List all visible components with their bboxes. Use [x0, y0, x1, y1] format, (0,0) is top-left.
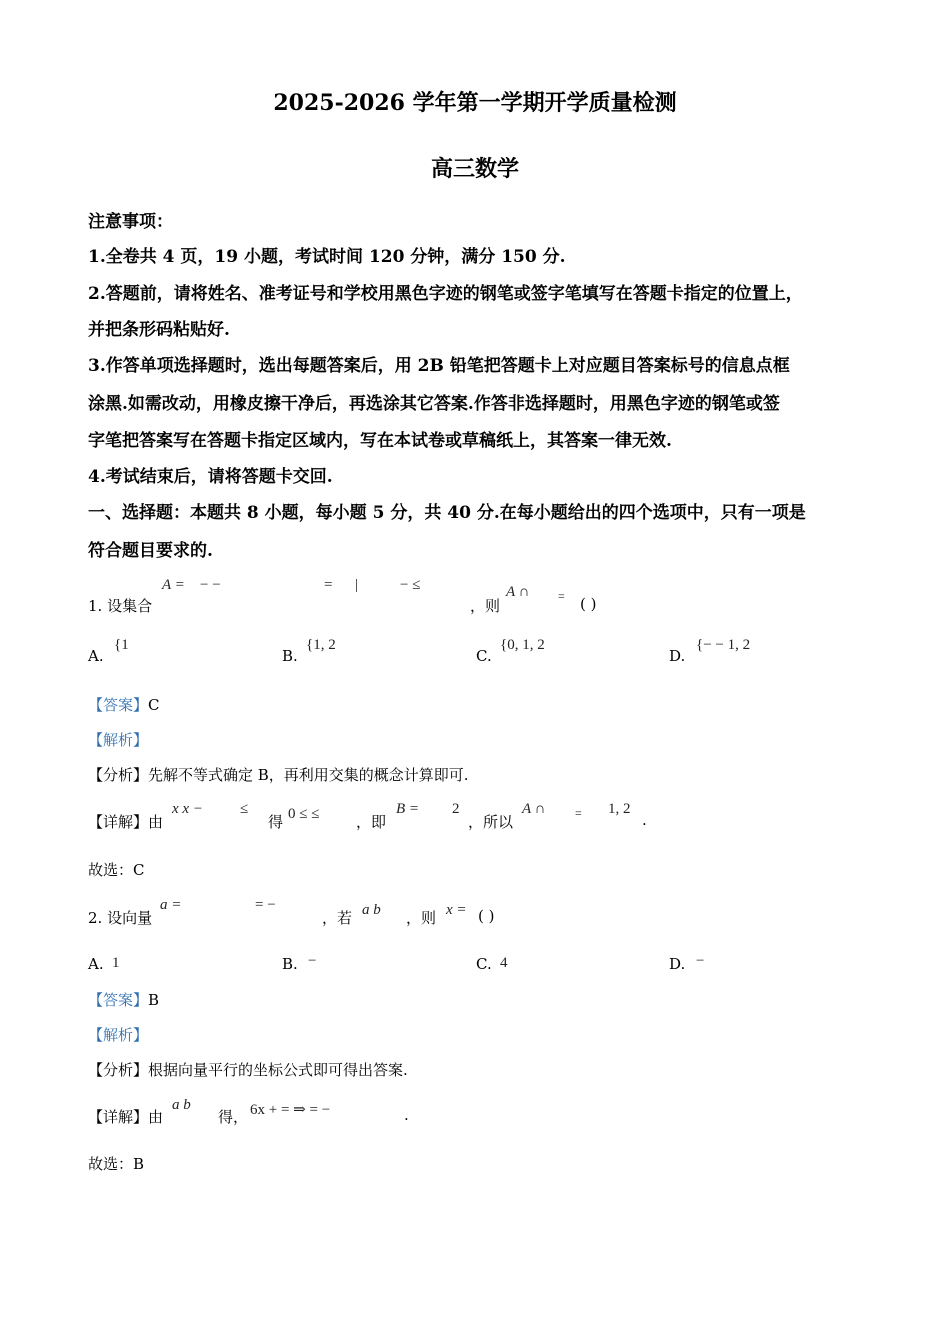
q1-math-7: =	[558, 589, 565, 603]
q1-math-5: − ≤	[400, 577, 421, 593]
q1-fenxi-text: 先解不等式确定 B，再利用交集的概念计算即可.	[148, 766, 469, 784]
q1-math-4: |	[355, 577, 359, 593]
q2-option-c-label: C.	[476, 955, 492, 973]
q1-answer-value: C	[148, 696, 160, 714]
q2-option-d-value: −	[696, 953, 705, 969]
q2-math-4: x =	[446, 902, 467, 918]
q1-detail-math-1: x x −	[172, 801, 203, 817]
q2-stem-ruo: ，若	[322, 909, 353, 927]
q1-detail-tag	[88, 811, 163, 832]
q1-paren: ( )	[580, 595, 597, 613]
q1-detail-de: 得	[268, 813, 284, 831]
q2-fenxi-tag: 【分析】	[88, 1061, 149, 1079]
q1-option-a-value: {1	[114, 637, 129, 653]
q1-math-3: =	[324, 577, 333, 593]
notice-item-1: 1.全卷共 4 页，19 小题，考试时间 120 分钟，满分 150 分.	[88, 247, 566, 267]
q1-detail-math-6: A ∩	[522, 801, 546, 817]
q1-detail-math-7: =	[575, 806, 582, 820]
q1-detail-suoyi: ，所以	[468, 813, 514, 831]
q2-math-3: a b	[362, 902, 381, 918]
q2-math-1: a =	[160, 897, 182, 913]
q2-answer-tag: 【答案】	[88, 991, 149, 1009]
q1-detail-math-8: 1, 2	[608, 801, 631, 817]
section-1-heading-line-2: 符合题目要求的.	[88, 541, 213, 561]
section-1-heading-line-1: 一、选择题：本题共 8 小题，每小题 5 分，共 40 分.在每小题给出的四个选项中，只有一项是	[88, 503, 806, 523]
q1-option-c-label: C.	[476, 647, 492, 665]
q1-math-6: A ∩	[506, 584, 530, 600]
q2-answer	[88, 989, 159, 1010]
q1-detail-period: .	[642, 811, 647, 829]
notice-item-3-line-1: 3.作答单项选择题时，选出每题答案后，用 2B 铅笔把答题卡上对应题目答案标号的信息点框	[88, 356, 790, 376]
q2-stem-ze: ，则	[406, 909, 437, 927]
q2-conclusion: 故选：B	[88, 1155, 145, 1173]
q1-option-d-label: D.	[669, 647, 686, 665]
q2-fenxi-text: 根据向量平行的坐标公式即可得出答案.	[148, 1061, 408, 1079]
notice-item-4: 4.考试结束后，请将答题卡交回.	[88, 467, 333, 487]
q2-analysis-tag: 【解析】	[88, 1026, 149, 1044]
q2-detail-you: 由	[148, 1108, 164, 1126]
page-subtitle: 高三数学	[430, 156, 519, 182]
q1-detail-math-2: ≤	[240, 801, 249, 817]
q2-detail-math-1: a b	[172, 1097, 191, 1113]
q1-fenxi	[88, 764, 469, 785]
notice-item-3-line-2: 涂黑.如需改动，用橡皮擦干净后，再选涂其它答案.作答非选择题时，用黑色字迹的钢笔或签	[88, 394, 780, 414]
q2-detail-label: 【详解】	[88, 1108, 149, 1126]
q2-answer-value: B	[148, 991, 160, 1009]
q2-detail-math-2: 6x + = ⇒ = −	[250, 1102, 331, 1118]
q1-option-a-label: A.	[88, 647, 104, 665]
notice-heading: 注意事项：	[88, 212, 173, 232]
q2-option-a-value: 1	[112, 955, 120, 971]
q2-option-c-value: 4	[500, 955, 508, 971]
q1-math-2: − −	[200, 577, 221, 593]
notice-item-2-line-1: 2.答题前，请将姓名、准考证号和学校用黑色字迹的钢笔或签字笔填写在答题卡指定的位置上，	[88, 284, 803, 304]
q1-option-b-value: {1, 2	[306, 637, 336, 653]
q2-option-a-label: A.	[88, 955, 104, 973]
q1-detail-math-3: 0 ≤ ≤	[288, 806, 320, 822]
q1-detail-math-5: 2	[452, 801, 460, 817]
q2-detail-period: .	[404, 1106, 409, 1124]
q2-detail-de: 得，	[218, 1108, 249, 1126]
q1-option-c-value: {0, 1, 2	[500, 637, 545, 653]
q1-stem-prefix: 1. 设集合	[88, 597, 153, 615]
q1-answer	[88, 694, 160, 715]
q1-fenxi-tag: 【分析】	[88, 766, 149, 784]
q1-detail-you: 由	[148, 813, 164, 831]
q1-detail-label: 【详解】	[88, 813, 149, 831]
q1-detail-math-4: B =	[396, 801, 420, 817]
q2-stem-prefix: 2. 设向量	[88, 909, 153, 927]
q2-option-d-label: D.	[669, 955, 686, 973]
q1-analysis-tag: 【解析】	[88, 731, 149, 749]
q2-fenxi	[88, 1059, 408, 1080]
q1-detail-ji: ，即	[356, 813, 387, 831]
notice-item-3-line-3: 字笔把答案写在答题卡指定区域内，写在本试卷或草稿纸上，其答案一律无效.	[88, 431, 672, 451]
q2-detail-tag	[88, 1106, 163, 1127]
q2-option-b-label: B.	[282, 955, 298, 973]
q1-answer-tag: 【答案】	[88, 696, 149, 714]
q2-math-2: = −	[255, 897, 276, 913]
q1-option-b-label: B.	[282, 647, 298, 665]
q1-conclusion: 故选：C	[88, 861, 145, 879]
page-title: 2025-2026 学年第一学期开学质量检测	[273, 90, 677, 116]
notice-item-2-line-2: 并把条形码粘贴好.	[88, 320, 230, 340]
q2-option-b-value: −	[308, 953, 317, 969]
q1-option-d-value: {− − 1, 2	[696, 637, 751, 653]
q1-stem-mid: ，则	[470, 597, 501, 615]
q2-paren: ( )	[478, 907, 495, 925]
q1-math-1: A =	[162, 577, 185, 593]
